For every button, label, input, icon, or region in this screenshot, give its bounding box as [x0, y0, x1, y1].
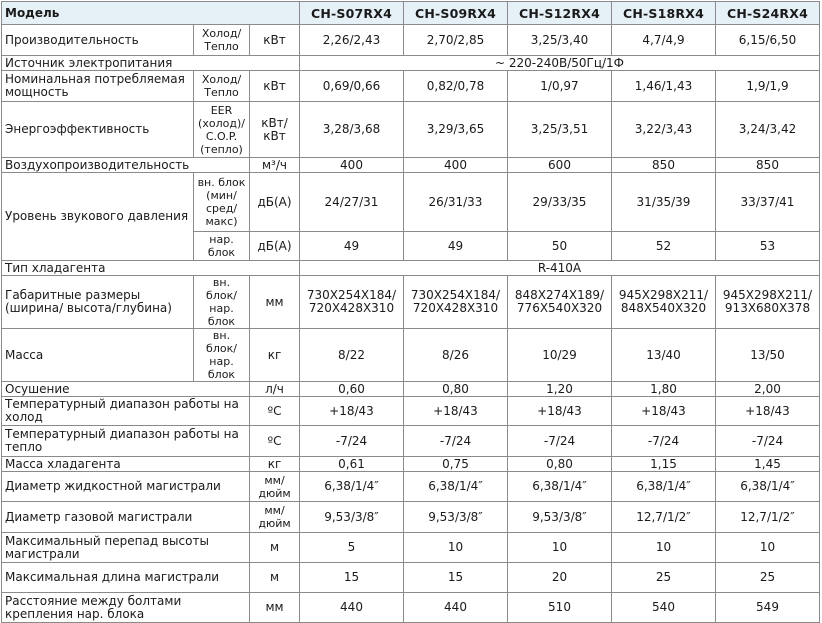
param-label: Температурный диапазон работы на холод	[2, 397, 250, 426]
value-cell: +18/43	[716, 397, 820, 426]
value-cell: -7/24	[716, 426, 820, 457]
value-cell: 9,53/3/8″	[508, 502, 612, 533]
table-row	[2, 382, 820, 397]
value-cell: 1,15	[612, 457, 716, 472]
model-name: CH-S24RX4	[716, 2, 820, 25]
value-cell: 510	[508, 593, 612, 623]
unit-label: ºC	[250, 397, 300, 426]
value-cell: 600	[508, 158, 612, 173]
param-label: Энергоэффективность	[2, 102, 194, 158]
value-cell: 6,15/6,50	[716, 25, 820, 56]
value-cell: 15	[404, 563, 508, 593]
param-label: Тип хладагента	[2, 261, 300, 276]
table-row	[2, 472, 820, 502]
param-label: Диаметр жидкостной магистрали	[2, 472, 250, 502]
unit-label: ºC	[250, 426, 300, 457]
value-cell: 10	[508, 533, 612, 563]
value-cell: 8/26	[404, 329, 508, 382]
value-cell: -7/24	[300, 426, 404, 457]
table-row	[2, 25, 820, 56]
table-row	[2, 593, 820, 623]
value-cell: 13/50	[716, 329, 820, 382]
value-cell: 1,45	[716, 457, 820, 472]
value-cell: 20	[508, 563, 612, 593]
unit-label: м³/ч	[250, 158, 300, 173]
value-cell: 9,53/3/8″	[300, 502, 404, 533]
param-subtype: Холод/ Тепло	[194, 71, 250, 102]
value-cell: 1,80	[612, 382, 716, 397]
value-cell: 10/29	[508, 329, 612, 382]
value-cell: 12,7/1/2″	[716, 502, 820, 533]
table-row	[2, 426, 820, 457]
value-cell: 2,00	[716, 382, 820, 397]
value-cell: 10	[612, 533, 716, 563]
value-cell: 730X254X184/ 720X428X310	[300, 276, 404, 329]
unit-label: кг	[250, 457, 300, 472]
value-cell: 3,28/3,68	[300, 102, 404, 158]
value-cell: 5	[300, 533, 404, 563]
param-label: Осушение	[2, 382, 250, 397]
value-cell: 1,9/1,9	[716, 71, 820, 102]
value-cell: 50	[508, 232, 612, 261]
merged-value-cell: R-410A	[300, 261, 820, 276]
table-row	[2, 173, 820, 232]
value-cell: -7/24	[508, 426, 612, 457]
model-name: CH-S12RX4	[508, 2, 612, 25]
value-cell: 26/31/33	[404, 173, 508, 232]
value-cell: +18/43	[508, 397, 612, 426]
value-cell: 6,38/1/4″	[404, 472, 508, 502]
table-row	[2, 329, 820, 382]
unit-label: мм/ дюйм	[250, 472, 300, 502]
unit-label: мм	[250, 276, 300, 329]
unit-label: л/ч	[250, 382, 300, 397]
value-cell: +18/43	[612, 397, 716, 426]
param-label: Номинальная потребляемая мощность	[2, 71, 194, 102]
spec-table	[1, 1, 820, 623]
model-name: CH-S09RX4	[404, 2, 508, 25]
merged-value-cell: ~ 220-240В/50Гц/1Ф	[300, 56, 820, 71]
value-cell: 6,38/1/4″	[716, 472, 820, 502]
value-cell: 3,24/3,42	[716, 102, 820, 158]
value-cell: 24/27/31	[300, 173, 404, 232]
value-cell: 13/40	[612, 329, 716, 382]
param-subtype: Холод/ Тепло	[194, 25, 250, 56]
value-cell: 25	[716, 563, 820, 593]
value-cell: 49	[404, 232, 508, 261]
param-label: Максимальный перепад высоты магистрали	[2, 533, 250, 563]
value-cell: 540	[612, 593, 716, 623]
param-label: Уровень звукового давления	[2, 173, 194, 261]
param-subtype: вн. блок/ нар. блок	[194, 276, 250, 329]
param-label: Расстояние между болтами крепления нар. блока	[2, 593, 250, 623]
value-cell: 49	[300, 232, 404, 261]
unit-label: дБ(А)	[250, 173, 300, 232]
table-row	[2, 102, 820, 158]
param-subtype: вн. блок (мин/ сред/ макс)	[194, 173, 250, 232]
value-cell: 6,38/1/4″	[508, 472, 612, 502]
value-cell: 850	[612, 158, 716, 173]
table-row	[2, 158, 820, 173]
param-label: Масса	[2, 329, 194, 382]
value-cell: 400	[404, 158, 508, 173]
unit-label: дБ(А)	[250, 232, 300, 261]
param-label: Источник электропитания	[2, 56, 300, 71]
value-cell: 4,7/4,9	[612, 25, 716, 56]
param-label: Масса хладагента	[2, 457, 250, 472]
table-row	[2, 261, 820, 276]
value-cell: 1,46/1,43	[612, 71, 716, 102]
param-label: Производительность	[2, 25, 194, 56]
unit-label: кВт	[250, 25, 300, 56]
value-cell: 8/22	[300, 329, 404, 382]
value-cell: 730X254X184/ 720X428X310	[404, 276, 508, 329]
value-cell: -7/24	[612, 426, 716, 457]
value-cell: 3,25/3,40	[508, 25, 612, 56]
table-row	[2, 276, 820, 329]
unit-label: м	[250, 533, 300, 563]
param-label: Максимальная длина магистрали	[2, 563, 250, 593]
value-cell: 549	[716, 593, 820, 623]
param-label: Диаметр газовой магистрали	[2, 502, 250, 533]
param-subtype: вн. блок/ нар. блок	[194, 329, 250, 382]
unit-label: кВт	[250, 71, 300, 102]
header-row	[2, 2, 820, 25]
value-cell: 0,80	[508, 457, 612, 472]
param-label: Габаритные размеры (ширина/ высота/глубина)	[2, 276, 194, 329]
value-cell: 15	[300, 563, 404, 593]
table-row	[2, 71, 820, 102]
value-cell: 0,69/0,66	[300, 71, 404, 102]
value-cell: 3,25/3,51	[508, 102, 612, 158]
value-cell: 0,60	[300, 382, 404, 397]
value-cell: 400	[300, 158, 404, 173]
value-cell: 3,22/3,43	[612, 102, 716, 158]
value-cell: 2,70/2,85	[404, 25, 508, 56]
value-cell: 1,20	[508, 382, 612, 397]
unit-label: кг	[250, 329, 300, 382]
value-cell: 25	[612, 563, 716, 593]
value-cell: 0,82/0,78	[404, 71, 508, 102]
value-cell: 3,29/3,65	[404, 102, 508, 158]
value-cell: 12,7/1/2″	[612, 502, 716, 533]
value-cell: 945X298X211/ 913X680X378	[716, 276, 820, 329]
table-row	[2, 533, 820, 563]
table-row	[2, 563, 820, 593]
value-cell: 945X298X211/ 848X540X320	[612, 276, 716, 329]
value-cell: 1/0,97	[508, 71, 612, 102]
value-cell: 440	[404, 593, 508, 623]
model-name: CH-S18RX4	[612, 2, 716, 25]
unit-label: мм/ дюйм	[250, 502, 300, 533]
table-row	[2, 502, 820, 533]
value-cell: -7/24	[404, 426, 508, 457]
value-cell: 440	[300, 593, 404, 623]
param-label: Температурный диапазон работы на тепло	[2, 426, 250, 457]
value-cell: 10	[404, 533, 508, 563]
param-label: Воздухопроизводительность	[2, 158, 250, 173]
model-header-label: Модель	[2, 2, 300, 25]
value-cell: 0,61	[300, 457, 404, 472]
value-cell: 53	[716, 232, 820, 261]
value-cell: 6,38/1/4″	[300, 472, 404, 502]
table-row	[2, 457, 820, 472]
value-cell: 31/35/39	[612, 173, 716, 232]
table-row	[2, 397, 820, 426]
value-cell: 29/33/35	[508, 173, 612, 232]
value-cell: 6,38/1/4″	[612, 472, 716, 502]
value-cell: 0,80	[404, 382, 508, 397]
unit-label: мм	[250, 593, 300, 623]
value-cell: 10	[716, 533, 820, 563]
param-subtype: нар. блок	[194, 232, 250, 261]
value-cell: 9,53/3/8″	[404, 502, 508, 533]
value-cell: 848X274X189/ 776X540X320	[508, 276, 612, 329]
param-subtype: EER (холод)/ C.O.P. (тепло)	[194, 102, 250, 158]
value-cell: 2,26/2,43	[300, 25, 404, 56]
table-row	[2, 56, 820, 71]
unit-label: кВт/ кВт	[250, 102, 300, 158]
value-cell: 33/37/41	[716, 173, 820, 232]
model-name: CH-S07RX4	[300, 2, 404, 25]
value-cell: 52	[612, 232, 716, 261]
value-cell: +18/43	[404, 397, 508, 426]
value-cell: +18/43	[300, 397, 404, 426]
unit-label: м	[250, 563, 300, 593]
value-cell: 0,75	[404, 457, 508, 472]
value-cell: 850	[716, 158, 820, 173]
